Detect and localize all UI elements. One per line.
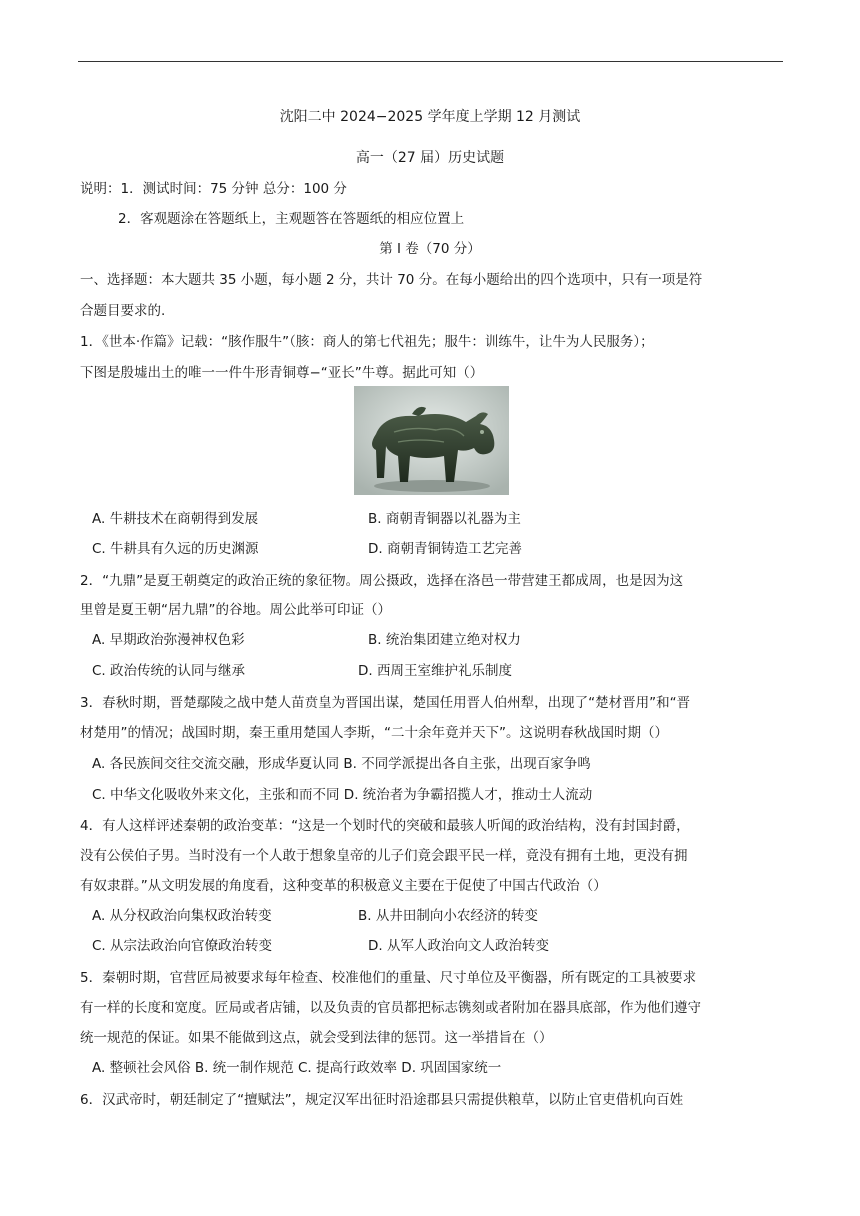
bronze-ox-zun-image <box>354 386 509 495</box>
q5-stem-line-1: 5．秦朝时期，官营匠局被要求每年检查、校准他们的重量、尺寸单位及平衡器，所有既定的工具被要求 <box>80 970 697 986</box>
q3-stem-line-1: 3．春秋时期，晋楚鄢陵之战中楚人苗贲皇为晋国出谋，楚国任用晋人伯州犁，出现了“楚材晋用”和“晋 <box>80 695 691 711</box>
q4-stem-line-1: 4．有人这样评述秦朝的政治变革：“这是一个划时代的突破和最骇人听闻的政治结构，没有封国封爵， <box>80 818 690 834</box>
q3-options-cd: C. 中华文化吸收外来文化，主张和而不同 D. 统治者为争霸招揽人才，推动士人流动 <box>92 787 593 803</box>
q2-option-b: B. 统治集团建立绝对权力 <box>368 632 521 648</box>
q3-options-ab: A. 各民族间交往交流交融，形成华夏认同 B. 不同学派提出各自主张，出现百家争鸣 <box>92 756 591 772</box>
q1-option-d: D. 商朝青铜铸造工艺完善 <box>368 541 522 557</box>
q4-option-c: C. 从宗法政治向官僚政治转变 <box>92 938 273 954</box>
q2-stem-line-2: 里曾是夏王朝“居九鼎”的谷地。周公此举可印证（） <box>80 602 391 618</box>
q1-stem-line-1: 1．《世本·作篇》记载：“胲作服牛”（胲：商人的第七代祖先；服牛：训练牛，让牛为人民服务）； <box>80 334 654 350</box>
q1-option-a: A. 牛耕技术在商朝得到发展 <box>92 511 259 527</box>
exam-subtitle: 高一（27 届）历史试题 <box>355 150 505 166</box>
note-line-1: 说明：1．测试时间：75 分钟 总分：100 分 <box>80 181 347 197</box>
q4-option-d: D. 从军人政治向文人政治转变 <box>368 938 549 954</box>
q5-options: A. 整顿社会风俗 B. 统一制作规范 C. 提高行政效率 D. 巩固国家统一 <box>92 1060 502 1076</box>
q5-stem-line-2: 有一样的长度和宽度。匠局或者店铺，以及负责的官员都把标志镌刻或者附加在器具底部，作为他们遵守 <box>80 1000 701 1016</box>
q2-option-d: D. 西周王室维护礼乐制度 <box>358 663 512 679</box>
q1-option-b: B. 商朝青铜器以礼器为主 <box>368 511 521 527</box>
q3-stem-line-2: 材楚用”的情况；战国时期，秦王重用楚国人李斯，“二十余年竟并天下”。这说明春秋战国时期（） <box>80 725 668 741</box>
q4-option-a: A. 从分权政治向集权政治转变 <box>92 908 272 924</box>
q2-option-a: A. 早期政治弥漫神权色彩 <box>92 632 245 648</box>
q6-stem-line-1: 6．汉武帝时，朝廷制定了“擅赋法”，规定汉军出征时沿途郡县只需提供粮草，以防止官吏借机向百姓 <box>80 1092 684 1108</box>
q1-stem-line-2: 下图是殷墟出土的唯一一件牛形青铜尊−“亚长”牛尊。据此可知（） <box>80 365 484 381</box>
section-title: 第 I 卷（70 分） <box>379 241 481 257</box>
section-instruction: 一、选择题：本大题共 35 小题，每小题 2 分，共计 70 分。在每小题给出的四个选项中，只有一项是符 <box>80 272 703 288</box>
note-line-2: 2．客观题涂在答题纸上，主观题答在答题纸的相应位置上 <box>118 211 465 227</box>
q2-option-c: C. 政治传统的认同与继承 <box>92 663 246 679</box>
q4-stem-line-2: 没有公侯伯子男。当时没有一个人敢于想象皇帝的儿子们竟会跟平民一样，竟没有拥有土地，更没有拥 <box>80 848 688 864</box>
q2-stem-line-1: 2．“九鼎”是夏王朝奠定的政治正统的象征物。周公摄政，选择在洛邑一带营建王都成周，也是因为这 <box>80 573 684 589</box>
q4-option-b: B. 从井田制向小农经济的转变 <box>358 908 538 924</box>
section-instruction-cont: 合题目要求的. <box>80 303 166 319</box>
q4-stem-line-3: 有奴隶群。”从文明发展的角度看，这种变革的积极意义主要在于促使了中国古代政治（） <box>80 878 607 894</box>
header-rule <box>78 61 783 62</box>
q5-stem-line-3: 统一规范的保证。如果不能做到这点，就会受到法律的惩罚。这一举措旨在（） <box>80 1030 553 1046</box>
q1-option-c: C. 牛耕具有久远的历史渊源 <box>92 541 259 557</box>
exam-title: 沈阳二中 2024−2025 学年度上学期 12 月测试 <box>279 109 581 125</box>
